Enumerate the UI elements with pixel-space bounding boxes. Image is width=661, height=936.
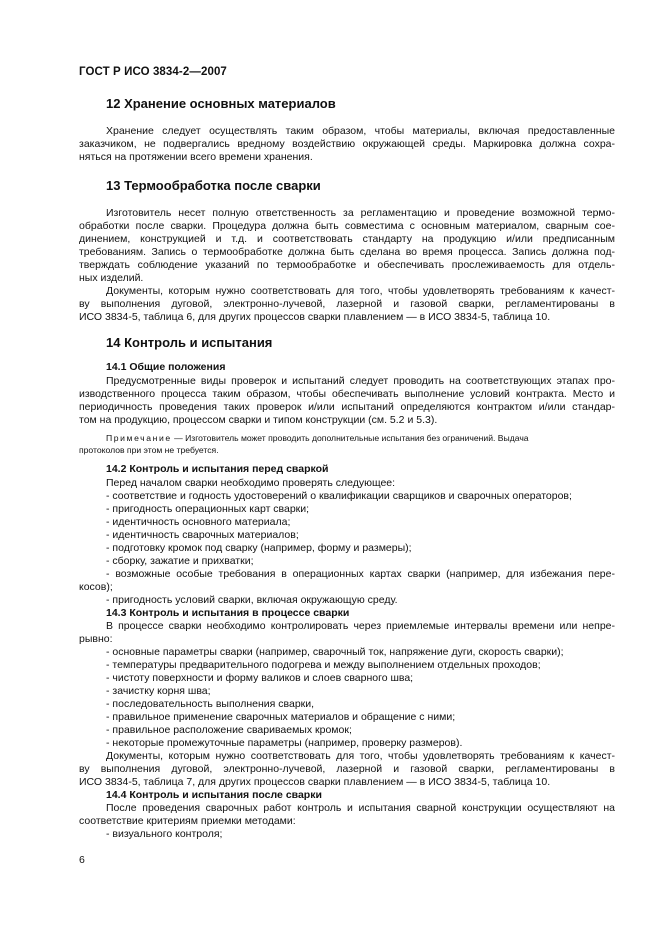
list-item: - основные параметры сварки (например, сварочный ток, напряжение дуги, скорость сварки); (106, 646, 564, 658)
section-14-2-title: 14.2 Контроль и испытания перед сваркой (106, 463, 329, 475)
list-item: - последовательность выполнения сварки, (106, 698, 315, 710)
s141-line: изводственного процесса таким образом, чтобы обеспечивать выполнение условий контракта. Место и (79, 388, 615, 400)
note-line: протоколов при этом не требуется. (79, 445, 219, 455)
note-label: Примечание (106, 433, 172, 443)
list-item: - некоторые промежуточные параметры (например, проверку размеров). (106, 737, 463, 749)
s141-line: том на продукцию, процессом сварки и типом конструкции (см. 5.2 и 5.3). (79, 414, 438, 426)
s12-line: няться на протяжении всего времени хранения. (79, 151, 313, 163)
list-item: - пригодность условий сварки, включая окружающую среду. (106, 594, 398, 606)
list-item: - температуры предварительного подогрева и между выполнением отдельных проходов; (106, 659, 541, 671)
s143-doc-line: ву выполнения дуговой, электронно-лучевой, лазерной и газовой сварки, регламентированы в (79, 763, 615, 775)
list-item: - возможные особые требования в операционных картах сварки (например, для избежания пере- (106, 568, 615, 580)
s143-intro: рывно: (79, 633, 113, 645)
s143-doc-line: Документы, которым нужно соответствовать для того, чтобы удовлетворять требованиям к качест- (106, 750, 615, 762)
section-13-title: 13 Термообработка после сварки (106, 178, 321, 193)
s13-line: ных изделий. (79, 272, 144, 284)
list-item: - идентичность основного материала; (106, 516, 291, 528)
s12-line: Хранение следует осуществлять таким образом, чтобы материалы, включая предоставленные (106, 125, 615, 137)
section-14-1-title: 14.1 Общие положения (106, 361, 226, 373)
s13-line: динением, конструкцией и т.д. и соответствовать стандарту на продукцию и/или предписанным (79, 233, 615, 245)
s142-intro: Перед началом сварки необходимо проверять следующее: (106, 477, 396, 489)
section-14-4-title: 14.4 Контроль и испытания после сварки (106, 789, 322, 801)
note-text: — Изготовитель может проводить дополнительные испытания без ограничений. Выдача (171, 433, 529, 443)
list-item: - чистоту поверхности и форму валиков и слоев сварного шва; (106, 672, 414, 684)
s13-line: ву выполнения дуговой, электронно-лучевой, лазерной и газовой сварки, регламентированы в (79, 298, 615, 310)
list-item: - подготовку кромок под сварку (например, форму и размеры); (106, 542, 412, 554)
s13-line: тверждать соблюдение указаний по термообработке и обеспечивать прослеживаемость для отдель- (79, 259, 615, 271)
s13-line: Изготовитель несет полную ответственность за регламентацию и проведение возможной термо- (106, 207, 615, 219)
s13-line: обработки после сварки. Процедура должна быть совместима с основным материалом, сварным сое- (79, 220, 615, 232)
list-item: - зачистку корня шва; (106, 685, 211, 697)
list-item: - правильное расположение свариваемых кромок; (106, 724, 352, 736)
document-header: ГОСТ Р ИСО 3834-2—2007 (79, 66, 227, 78)
section-14-title: 14 Контроль и испытания (106, 335, 273, 350)
s12-line: заказчиком, не подвергались вредному воздействию окружающей среды. Маркировка должна сохра- (79, 138, 615, 150)
page-number: 6 (79, 854, 85, 866)
s143-doc-line: ИСО 3834-5, таблица 7, для других процессов сварки плавлением — в ИСО 3834-5, таблица 10. (79, 776, 551, 788)
s13-line: ИСО 3834-5, таблица 6, для других процессов сварки плавлением — в ИСО 3834-5, таблица 10. (79, 311, 551, 323)
list-item: - правильное применение сварочных материалов и обращение с ними; (106, 711, 456, 723)
s141-line: периодичность проведения таких проверок и/или испытаний определяются контрактом и/или стандар- (79, 401, 615, 413)
list-item-continuation: косов); (79, 581, 113, 593)
s143-intro: В процессе сварки необходимо контролировать через приемлемые интервалы времени или непре- (106, 620, 615, 632)
s13-line: требованиям. Запись о термообработке должна быть сделана во время процесса. Запись должна под- (79, 246, 615, 258)
section-14-3-title: 14.3 Контроль и испытания в процессе сварки (106, 607, 350, 619)
list-item: - пригодность операционных карт сварки; (106, 503, 310, 515)
s13-line: Документы, которым нужно соответствовать для того, чтобы удовлетворять требованиям к качест- (106, 285, 615, 297)
s141-line: Предусмотренные виды проверок и испытаний следует проводить на соответствующих этапах про- (106, 375, 615, 387)
list-item: - соответствие и годность удостоверений о квалификации сварщиков и сварочных операторов; (106, 490, 572, 502)
list-item: - визуального контроля; (106, 828, 223, 840)
s144-line: соответствие критериям приемки методами: (79, 815, 296, 827)
section-12-title: 12 Хранение основных материалов (106, 96, 336, 111)
list-item: - сборку, зажатие и прихватки; (106, 555, 254, 567)
list-item: - идентичность сварочных материалов; (106, 529, 299, 541)
note-line (106, 433, 615, 444)
s144-line: После проведения сварочных работ контроль и испытания сварной конструкции осуществляют на (106, 802, 615, 814)
